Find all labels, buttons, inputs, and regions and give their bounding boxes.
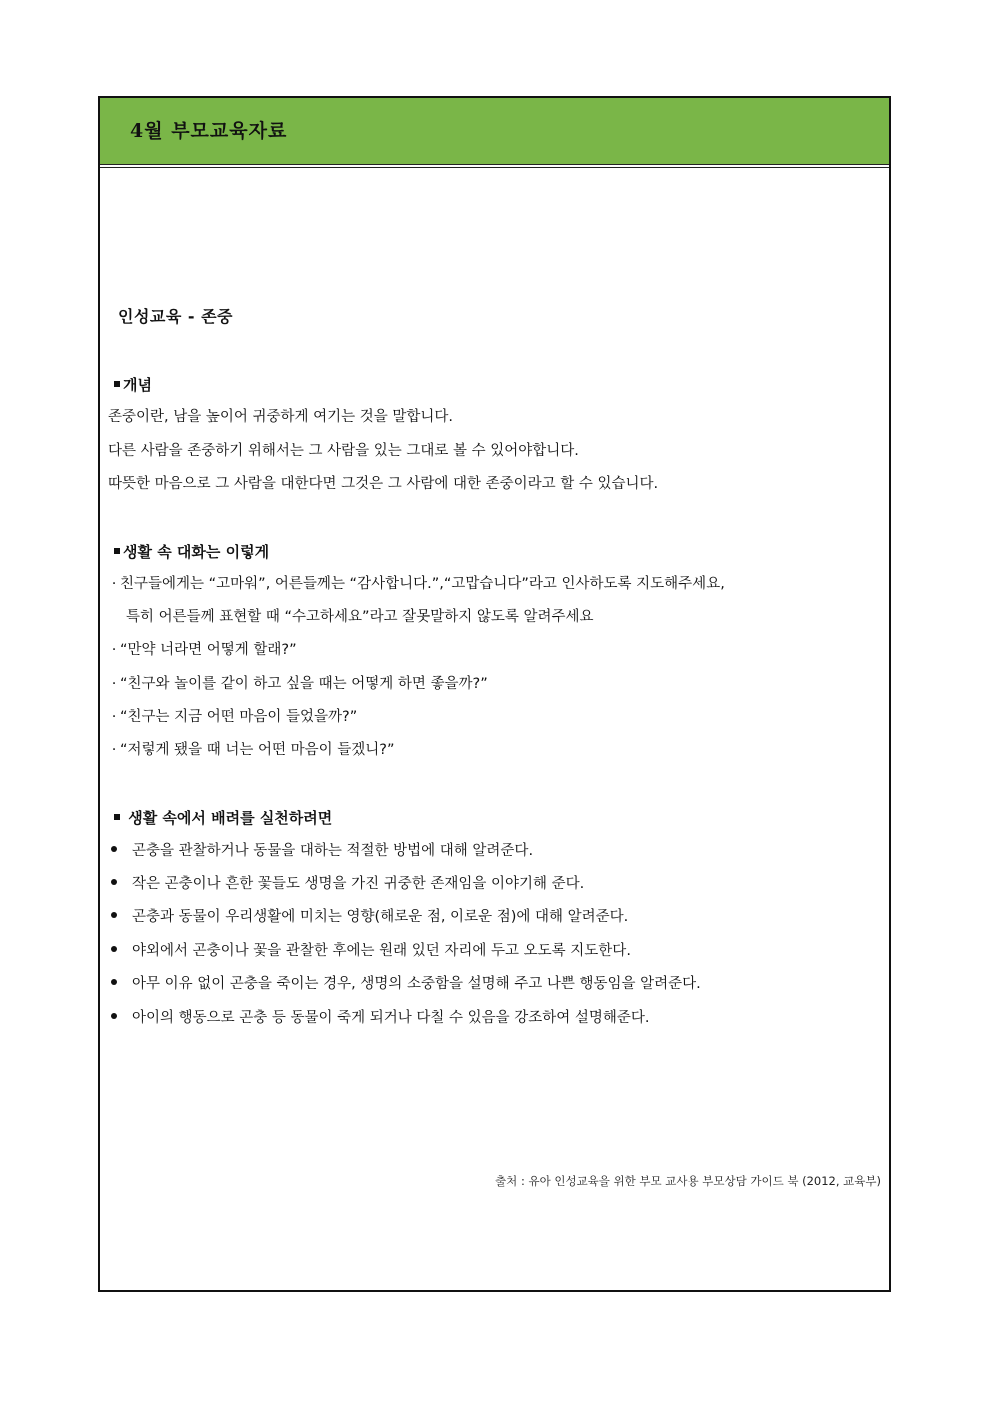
practice-heading-label: 생활 속에서 배려를 실천하려면	[128, 809, 333, 827]
square-bullet-icon	[114, 548, 120, 554]
bullet-dot-icon	[111, 912, 117, 918]
dialogue-heading	[114, 541, 269, 562]
practice-item	[108, 941, 631, 961]
practice-item	[108, 841, 533, 861]
practice-item-text: 작은 곤충이나 흔한 꽃들도 생명을 가진 귀중한 존재임을 이야기해 준다.	[132, 876, 585, 892]
dialogue-item	[108, 674, 488, 694]
bullet-dot-icon	[111, 846, 117, 852]
practice-heading	[114, 807, 332, 828]
header-bar	[100, 98, 889, 165]
practice-item	[108, 907, 628, 927]
source-citation: 출처 : 유아 인성교육을 위한 부모 교사용 부모상담 가이드 북 (2012, 교육부)	[495, 1174, 881, 1188]
bullet-dot-icon	[111, 879, 117, 885]
bullet-dot-icon	[111, 1013, 117, 1019]
middle-dot-icon: ·	[111, 709, 117, 725]
dialogue-heading-label: 생활 속 대화는 이렇게	[123, 543, 270, 561]
middle-dot-icon: ·	[111, 676, 117, 692]
middle-dot-icon: ·	[111, 742, 117, 758]
page-title: 4월 부모교육자료	[130, 120, 288, 142]
middle-dot-icon: ·	[111, 576, 117, 592]
dialogue-item-text: “저렇게 됐을 때 너는 어떤 마음이 들겠니?”	[120, 742, 395, 758]
concept-line: 따뜻한 마음으로 그 사람을 대한다면 그것은 그 사람에 대한 존중이라고 할 수 있습니다.	[108, 476, 659, 492]
dialogue-item-text: “친구와 놀이를 같이 하고 싶을 때는 어떻게 하면 좋을까?”	[120, 676, 488, 692]
practice-item-text: 아무 이유 없이 곤충을 죽이는 경우, 생명의 소중함을 설명해 주고 나쁜 행동임을 알려준다.	[132, 976, 701, 992]
bullet-dot-icon	[111, 946, 117, 952]
practice-item	[108, 874, 584, 894]
header-divider	[100, 167, 889, 168]
practice-item-text: 아이의 행동으로 곤충 등 동물이 죽게 되거나 다칠 수 있음을 강조하여 설명해준다.	[132, 1010, 650, 1026]
square-bullet-icon	[114, 814, 120, 820]
concept-heading-label: 개념	[123, 376, 152, 394]
dialogue-item-continued: 특히 어른들께 표현할 때 “수고하세요”라고 잘못말하지 않도록 알려주세요	[126, 609, 594, 625]
middle-dot-icon: ·	[111, 642, 117, 658]
concept-heading	[114, 374, 152, 395]
practice-item	[108, 974, 701, 994]
dialogue-item-text: “만약 너라면 어떻게 할래?”	[120, 642, 297, 658]
practice-item	[108, 1008, 650, 1028]
document-frame	[98, 96, 891, 1292]
bullet-dot-icon	[111, 979, 117, 985]
dialogue-item	[108, 707, 357, 727]
dialogue-item	[108, 740, 395, 760]
dialogue-item	[108, 640, 297, 660]
practice-item-text: 야외에서 곤충이나 꽃을 관찰한 후에는 원래 있던 자리에 두고 오도록 지도한다.	[132, 943, 631, 959]
practice-item-text: 곤충을 관찰하거나 동물을 대하는 적절한 방법에 대해 알려준다.	[132, 843, 534, 859]
dialogue-item-text: “친구는 지금 어떤 마음이 들었을까?”	[120, 709, 358, 725]
practice-item-text: 곤충과 동물이 우리생활에 미치는 영향(해로운 점, 이로운 점)에 대해 알려준다.	[132, 909, 629, 925]
dialogue-item-text: 친구들에게는 “고마워”, 어른들께는 “감사합니다.”,“고맙습니다”라고 인사하도록 지도해주세요,	[120, 576, 725, 592]
section-title: 인성교육 - 존중	[118, 307, 234, 326]
dialogue-item	[108, 574, 725, 594]
concept-line: 다른 사람을 존중하기 위해서는 그 사람을 있는 그대로 볼 수 있어야합니다.	[108, 443, 579, 459]
concept-line: 존중이란, 남을 높이어 귀중하게 여기는 것을 말합니다.	[108, 409, 454, 425]
square-bullet-icon	[114, 381, 120, 387]
